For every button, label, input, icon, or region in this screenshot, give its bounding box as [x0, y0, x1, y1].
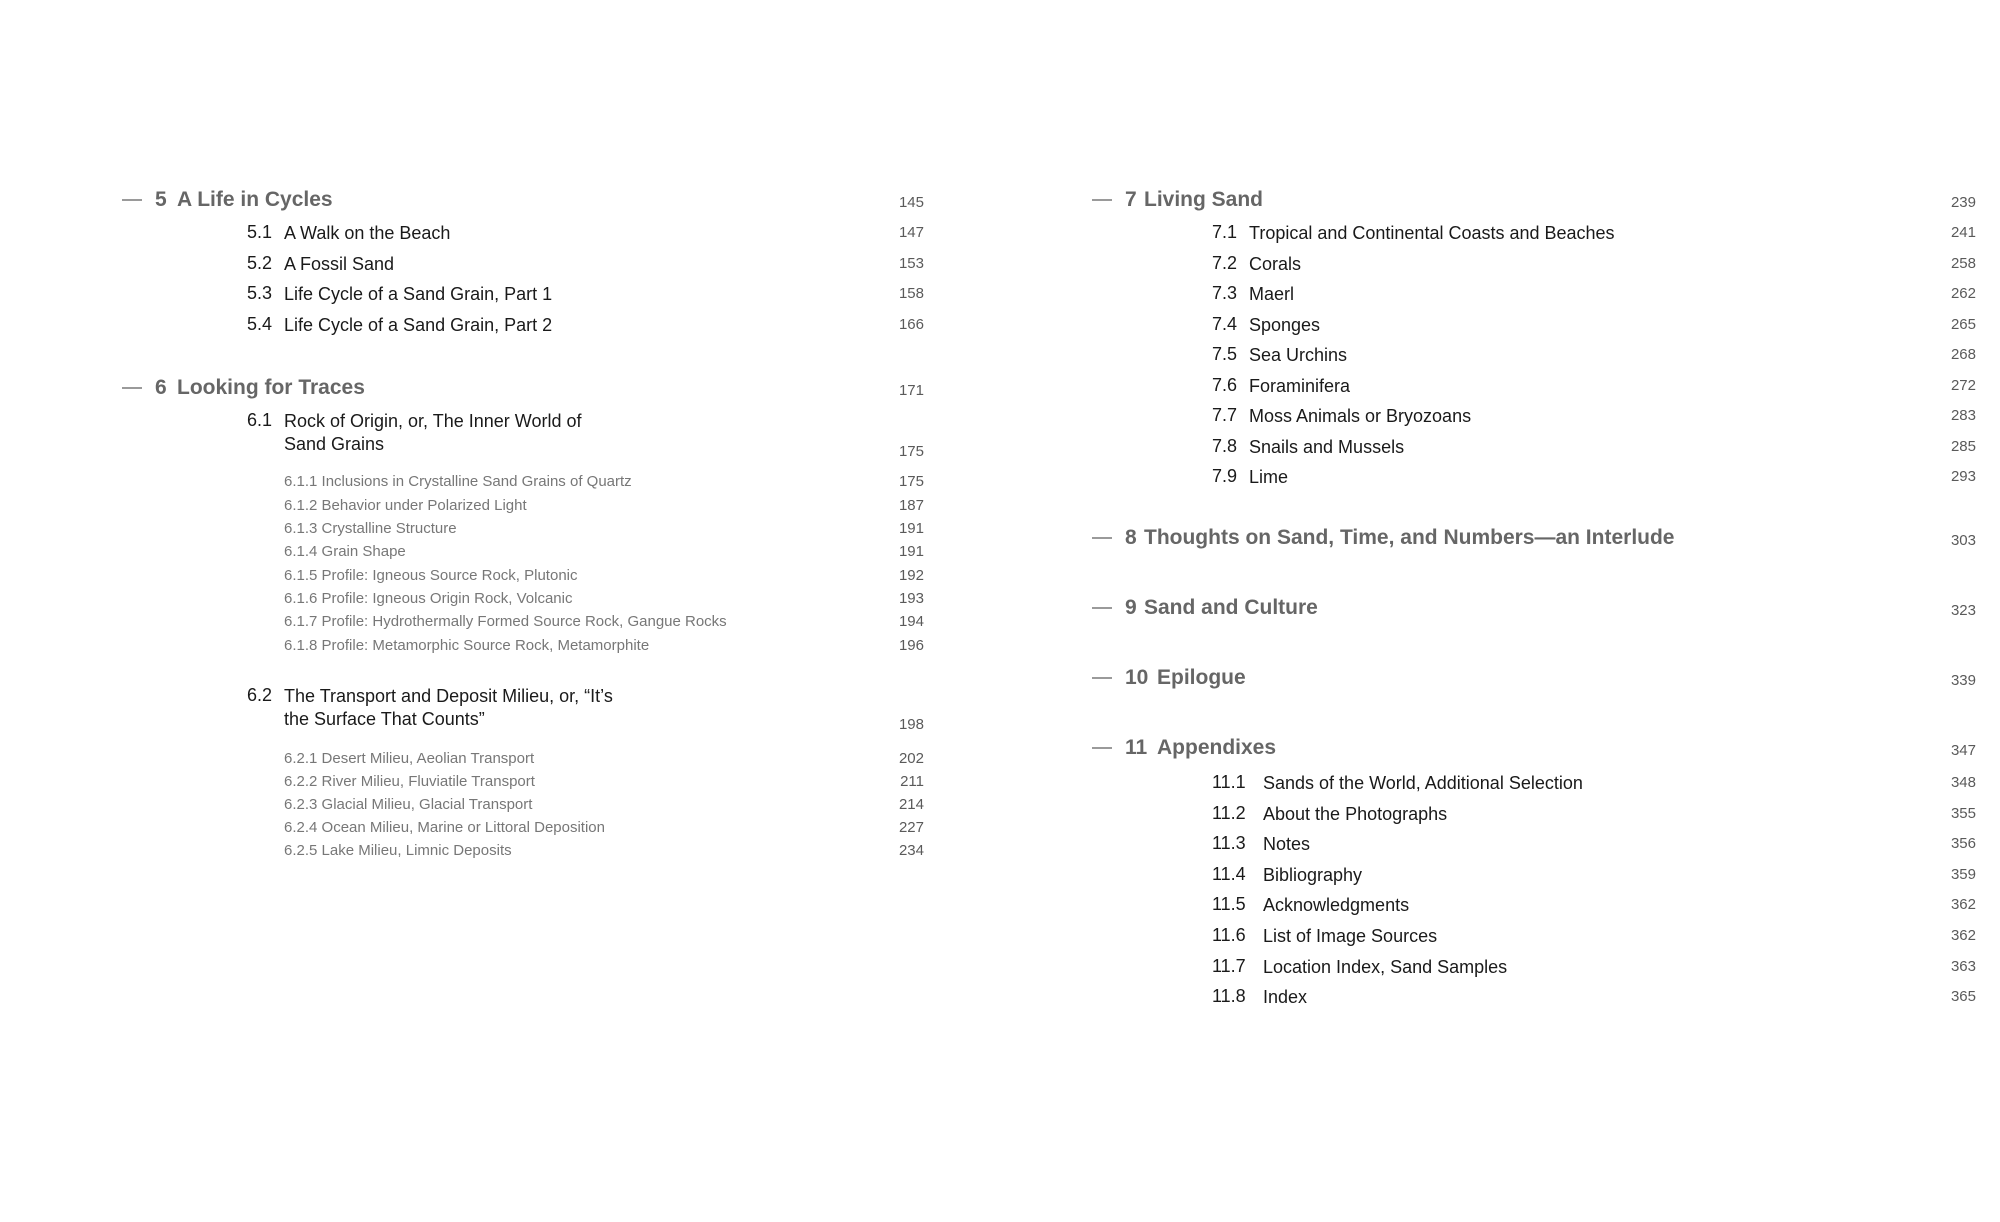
chapter-entry[interactable]: [976, 596, 2000, 630]
section-title: Life Cycle of a Sand Grain, Part 2: [284, 315, 553, 335]
section-entry[interactable]: [976, 344, 2000, 368]
section-page-number: 362: [1950, 896, 1976, 913]
section-page-number: 356: [1950, 835, 1976, 852]
section-entry[interactable]: [976, 405, 2000, 429]
chapter-title: Epilogue: [1157, 666, 1246, 689]
section-title: Sea Urchins: [1249, 345, 1348, 365]
chapter-dash: [1092, 747, 1112, 749]
section-number: 5.3: [247, 283, 273, 303]
subsection-entry[interactable]: [0, 543, 1000, 563]
section-number: 7.3: [1212, 283, 1238, 303]
chapter-title: Sand and Culture: [1144, 596, 1318, 619]
section-entry[interactable]: [0, 410, 1000, 460]
section-number: 11.4: [1212, 864, 1246, 884]
subsection-page-number: 187: [898, 497, 924, 514]
section-title: List of Image Sources: [1263, 926, 1438, 946]
subsection-entry[interactable]: [0, 750, 1000, 770]
chapter-number: 11: [1125, 736, 1148, 759]
section-number: 7.2: [1212, 253, 1238, 273]
section-page-number: 265: [1950, 316, 1976, 333]
section-title: A Walk on the Beach: [284, 223, 451, 243]
section-title: Notes: [1263, 834, 1311, 854]
section-number: 7.8: [1212, 436, 1238, 456]
section-page-number: 363: [1950, 958, 1976, 975]
chapter-entry[interactable]: [976, 526, 2000, 560]
chapter-page-number: 347: [1950, 742, 1976, 759]
section-entry[interactable]: [976, 833, 2000, 857]
chapter-number: 6: [155, 376, 167, 399]
section-page-number: 175: [898, 443, 924, 460]
section-title: Bibliography: [1263, 865, 1363, 885]
section-page-number: 293: [1950, 468, 1976, 485]
section-title: Sands of the World, Additional Selection: [1263, 773, 1583, 793]
section-number: 7.1: [1212, 222, 1238, 242]
subsection-title: 6.1.8 Profile: Metamorphic Source Rock, Metamorphite: [284, 637, 650, 654]
chapter-number: 9: [1125, 596, 1137, 619]
subsection-title: 6.1.3 Crystalline Structure: [284, 520, 457, 537]
chapter-dash: [122, 387, 142, 389]
subsection-page-number: 175: [898, 473, 924, 490]
section-title: Lime: [1249, 467, 1289, 487]
subsection-title: 6.2.4 Ocean Milieu, Marine or Littoral Deposition: [284, 819, 605, 836]
subsection-entry[interactable]: [0, 497, 1000, 517]
chapter-number: 8: [1125, 526, 1137, 549]
chapter-entry[interactable]: [976, 188, 2000, 222]
section-title: Sponges: [1249, 315, 1321, 335]
section-number: 11.7: [1212, 956, 1246, 976]
chapter-page-number: 171: [898, 382, 924, 399]
section-title: Moss Animals or Bryozoans: [1249, 406, 1472, 426]
section-page-number: 241: [1950, 224, 1976, 241]
section-number: 5.4: [247, 314, 273, 334]
section-title: Rock of Origin, or, The Inner World of Sand Grains: [284, 411, 582, 454]
subsection-title: 6.1.6 Profile: Igneous Origin Rock, Volcanic: [284, 590, 573, 607]
section-number: 11.6: [1212, 925, 1246, 945]
chapter-title: Appendixes: [1157, 736, 1277, 759]
subsection-page-number: 202: [898, 750, 924, 767]
section-page-number: 272: [1950, 377, 1976, 394]
section-page-number: 283: [1950, 407, 1976, 424]
section-entry[interactable]: [976, 283, 2000, 307]
section-number: 7.5: [1212, 344, 1238, 364]
chapter-number: 7: [1125, 188, 1137, 211]
section-title: Index: [1263, 987, 1308, 1007]
section-number: 11.5: [1212, 894, 1246, 914]
chapter-page-number: 323: [1950, 602, 1976, 619]
subsection-entry[interactable]: [0, 567, 1000, 587]
section-number: 11.8: [1212, 986, 1246, 1006]
subsection-title: 6.2.3 Glacial Milieu, Glacial Transport: [284, 796, 533, 813]
section-number: 11.3: [1212, 833, 1246, 853]
section-title: Snails and Mussels: [1249, 437, 1405, 457]
section-number: 7.6: [1212, 375, 1238, 395]
section-page-number: 359: [1950, 866, 1976, 883]
section-number: 7.4: [1212, 314, 1238, 334]
chapter-title: Looking for Traces: [177, 376, 365, 399]
chapter-dash: [1092, 199, 1112, 201]
section-title: Life Cycle of a Sand Grain, Part 1: [284, 284, 553, 304]
subsection-entry[interactable]: [0, 819, 1000, 839]
section-entry[interactable]: [0, 283, 1000, 307]
subsection-page-number: 191: [898, 520, 924, 537]
section-page-number: 198: [898, 716, 924, 733]
section-page-number: 158: [898, 285, 924, 302]
section-title: The Transport and Deposit Milieu, or, “It’s the Surface That Counts”: [284, 686, 613, 729]
section-entry[interactable]: [976, 864, 2000, 888]
chapter-dash: [122, 199, 142, 201]
section-entry[interactable]: [0, 253, 1000, 277]
subsection-title: 6.2.2 River Milieu, Fluviatile Transport: [284, 773, 535, 790]
section-number: 7.7: [1212, 405, 1238, 425]
section-page-number: 166: [898, 316, 924, 333]
subsection-entry[interactable]: [0, 842, 1000, 862]
subsection-title: 6.1.2 Behavior under Polarized Light: [284, 497, 527, 514]
subsection-title: 6.1.4 Grain Shape: [284, 543, 406, 560]
section-entry[interactable]: [976, 925, 2000, 949]
chapter-page-number: 239: [1950, 194, 1976, 211]
section-number: 5.1: [247, 222, 273, 242]
section-page-number: 365: [1950, 988, 1976, 1005]
section-entry[interactable]: [0, 314, 1000, 338]
chapter-title: A Life in Cycles: [177, 188, 333, 211]
section-page-number: 258: [1950, 255, 1976, 272]
subsection-title: 6.1.7 Profile: Hydrothermally Formed Source Rock, Gangue Rocks: [284, 613, 727, 630]
subsection-page-number: 227: [898, 819, 924, 836]
subsection-page-number: 191: [898, 543, 924, 560]
chapter-dash: [1092, 607, 1112, 609]
subsection-title: 6.2.1 Desert Milieu, Aeolian Transport: [284, 750, 535, 767]
section-entry[interactable]: [976, 436, 2000, 460]
chapter-entry[interactable]: [976, 666, 2000, 700]
section-number: 11.1: [1212, 772, 1246, 792]
section-entry[interactable]: [976, 253, 2000, 277]
chapter-title: Thoughts on Sand, Time, and Numbers—an Interlude: [1144, 526, 1675, 549]
section-page-number: 268: [1950, 346, 1976, 363]
section-page-number: 147: [898, 224, 924, 241]
subsection-page-number: 192: [898, 567, 924, 584]
subsection-page-number: 214: [898, 796, 924, 813]
chapter-entry[interactable]: [976, 736, 2000, 770]
subsection-title: 6.1.5 Profile: Igneous Source Rock, Plutonic: [284, 567, 578, 584]
section-entry[interactable]: [976, 314, 2000, 338]
section-entry[interactable]: [976, 956, 2000, 980]
subsection-page-number: 211: [900, 773, 924, 790]
section-title: Corals: [1249, 254, 1302, 274]
section-entry[interactable]: [0, 685, 1000, 733]
section-entry[interactable]: [976, 375, 2000, 399]
section-title: About the Photographs: [1263, 804, 1448, 824]
section-page-number: 348: [1950, 774, 1976, 791]
section-number: 7.9: [1212, 466, 1238, 486]
section-title: Location Index, Sand Samples: [1263, 957, 1508, 977]
chapter-dash: [1092, 677, 1112, 679]
section-title: A Fossil Sand: [284, 254, 395, 274]
chapter-entry[interactable]: [0, 376, 1000, 410]
section-title: Maerl: [1249, 284, 1295, 304]
chapter-page-number: 145: [898, 194, 924, 211]
section-page-number: 362: [1950, 927, 1976, 944]
subsection-title: 6.1.1 Inclusions in Crystalline Sand Grains of Quartz: [284, 473, 632, 490]
section-entry[interactable]: [976, 986, 2000, 1010]
chapter-title: Living Sand: [1144, 188, 1264, 211]
section-title: Tropical and Continental Coasts and Beaches: [1249, 223, 1615, 243]
section-entry[interactable]: [976, 803, 2000, 827]
section-entry[interactable]: [976, 222, 2000, 246]
section-page-number: 285: [1950, 438, 1976, 455]
section-number: 6.1: [247, 410, 273, 430]
section-entry[interactable]: [976, 772, 2000, 796]
section-page-number: 262: [1950, 285, 1976, 302]
section-entry[interactable]: [0, 222, 1000, 246]
section-title: Acknowledgments: [1263, 895, 1410, 915]
section-number: 6.2: [247, 685, 273, 705]
subsection-entry[interactable]: [0, 613, 1000, 633]
chapter-number: 10: [1125, 666, 1149, 689]
section-entry[interactable]: [976, 894, 2000, 918]
subsection-page-number: 234: [898, 842, 924, 859]
section-title: Foraminifera: [1249, 376, 1351, 396]
chapter-dash: [1092, 537, 1112, 539]
subsection-page-number: 194: [898, 613, 924, 630]
subsection-entry[interactable]: [0, 637, 1000, 657]
subsection-entry[interactable]: [0, 590, 1000, 610]
section-number: 11.2: [1212, 803, 1246, 823]
section-page-number: 153: [898, 255, 924, 272]
section-number: 5.2: [247, 253, 273, 273]
chapter-entry[interactable]: [0, 188, 1000, 222]
section-page-number: 355: [1950, 805, 1976, 822]
subsection-entry[interactable]: [0, 773, 1000, 793]
subsection-page-number: 193: [898, 590, 924, 607]
subsection-entry[interactable]: [0, 796, 1000, 816]
chapter-number: 5: [155, 188, 167, 211]
chapter-page-number: 303: [1950, 532, 1976, 549]
section-entry[interactable]: [976, 466, 2000, 490]
subsection-page-number: 196: [898, 637, 924, 654]
subsection-title: 6.2.5 Lake Milieu, Limnic Deposits: [284, 842, 512, 859]
subsection-entry[interactable]: [0, 520, 1000, 540]
subsection-entry[interactable]: [0, 473, 1000, 493]
chapter-page-number: 339: [1950, 672, 1976, 689]
